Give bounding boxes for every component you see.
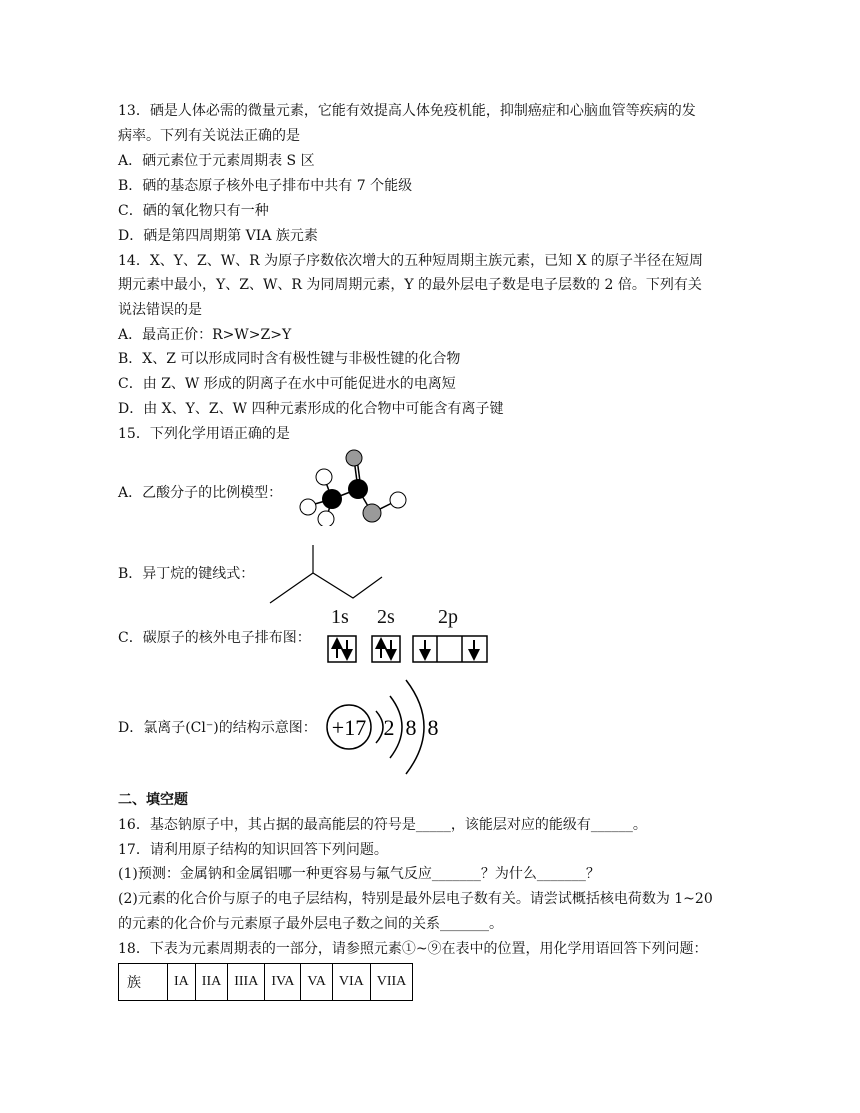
q14-option-a: A．最高正价：R>W>Z>Y xyxy=(118,327,292,343)
q14-stem-line1: 14．X、Y、Z、W、R 为原子序数依次增大的五种短周期主族元素，已知 X 的原子半径在短周 xyxy=(118,253,703,269)
orbital-label-2s: 2s xyxy=(377,606,395,628)
table-header-cell: IIA xyxy=(195,964,227,1001)
shell-1-electrons: 2 xyxy=(383,715,395,740)
q13-stem-line1: 13．硒是人体必需的微量元素，它能有效提高人体免疫机能，抑制癌症和心脑血管等疾病的发 xyxy=(118,103,696,119)
section-title-fill-in: 二、填空题 xyxy=(118,792,188,808)
shell-2-electrons: 8 xyxy=(405,715,417,740)
table-header-cell: VA xyxy=(301,964,332,1001)
q14-option-d: D．由 X、Y、Z、W 四种元素形成的化合物中可能含有离子键 xyxy=(118,401,504,417)
q13-option-d: D．硒是第四周期第 VIA 族元素 xyxy=(118,228,318,244)
q16-text: 16．基态钠原子中，其占据的最高能层的符号是_____，该能层对应的能级有______。 xyxy=(118,817,647,833)
q15-option-d: D．氯离子(Cl⁻)的结构示意图： xyxy=(118,720,317,736)
chloride-ion-structure-diagram xyxy=(322,668,448,786)
q14-stem-line3: 说法错误的是 xyxy=(118,302,202,318)
table-header-row xyxy=(119,964,413,1001)
q15-option-a: A．乙酸分子的比例模型： xyxy=(118,485,283,501)
q17-part2-line2: 的元素的化合价与元素原子最外层电子数之间的关系_______。 xyxy=(118,916,503,932)
nucleus-charge: +17 xyxy=(331,715,367,740)
q17-stem: 17．请利用原子结构的知识回答下列问题。 xyxy=(118,842,388,858)
q13-option-b: B．硒的基态原子核外电子排布中共有 7 个能级 xyxy=(118,178,413,194)
table-header-cell: IA xyxy=(168,964,196,1001)
orbital-label-2p: 2p xyxy=(438,606,458,628)
q13-stem-line2: 病率。下列有关说法正确的是 xyxy=(118,128,300,144)
table-header-cell: 族 xyxy=(119,964,168,1001)
q13-option-c: C．硒的氧化物只有一种 xyxy=(118,203,269,219)
periodic-table-fragment xyxy=(118,963,413,1001)
table-header-cell: IVA xyxy=(265,964,301,1001)
orbital-label-1s: 1s xyxy=(331,606,349,628)
table-header-cell: VIA xyxy=(332,964,370,1001)
acetic-acid-space-filling-model xyxy=(290,446,410,526)
shell-3-electrons: 8 xyxy=(427,715,439,740)
q17-part2-line1: (2)元素的化合价与原子的电子层结构，特别是最外层电子数有关。请尝试概括核电荷数为 1~20 xyxy=(118,891,713,907)
table-header-cell: IIIA xyxy=(228,964,265,1001)
q13-option-a: A．硒元素位于元素周期表 S 区 xyxy=(118,153,315,169)
q15-option-b: B．异丁烷的键线式： xyxy=(118,566,255,582)
q14-option-b: B．X、Z 可以形成同时含有极性键与非极性键的化合物 xyxy=(118,351,461,367)
q17-part1: (1)预测：金属钠和金属铝哪一种更容易与氟气反应_______？为什么_______？ xyxy=(118,866,600,882)
isobutane-skeletal-formula xyxy=(265,543,385,605)
q18-stem: 18．下表为元素周期表的一部分，请参照元素①~⑨在表中的位置，用化学用语回答下列问题： xyxy=(118,941,708,957)
q15-option-c: C．碳原子的核外电子排布图： xyxy=(118,630,311,646)
table-header-cell: VIIA xyxy=(370,964,413,1001)
q15-stem: 15．下列化学用语正确的是 xyxy=(118,426,290,442)
q14-stem-line2: 期元素中最小，Y、Z、W、R 为同周期元素，Y 的最外层电子数是电子层数的 2 倍。下列有关 xyxy=(118,277,702,293)
q14-option-c: C．由 Z、W 形成的阴离子在水中可能促进水的电离短 xyxy=(118,376,456,392)
carbon-orbital-diagram xyxy=(326,634,490,666)
